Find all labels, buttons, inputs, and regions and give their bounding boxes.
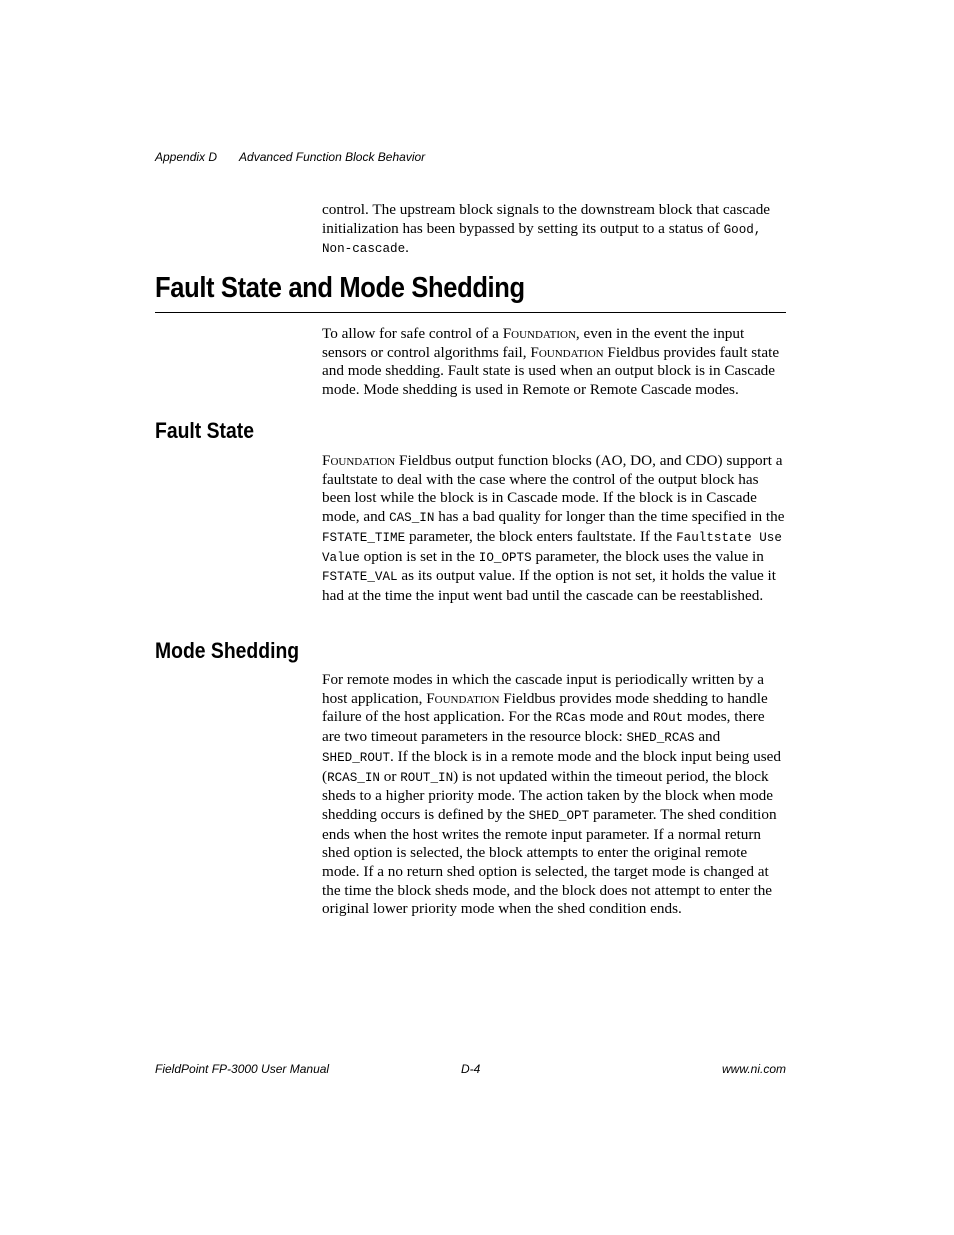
appendix-label: Appendix D [155,150,218,164]
text: and [694,728,721,746]
text: To allow for safe control of a [322,325,503,342]
intro-paragraph [322,201,786,259]
text: Fieldbus provides fault state and mode shedding. Fault state is used when an output block is in Cascade mode. Mode shedding is used in Remote or Remote Cascade modes. [322,343,780,399]
text: For remote modes in which the cascade input is periodically written by a host application, [322,671,765,707]
subheading-mode-shedding: Mode Shedding [155,638,300,663]
trademark-term: Foundation [502,325,576,342]
code-term: SHED_RCAS [626,731,695,746]
code-term: ROUT_IN [400,770,454,785]
footer-manual-title: FieldPoint FP-3000 User Manual [155,1062,330,1076]
text: ) is not updated within the timeout period, the block sheds to a higher priority mode. The action taken by the block when mode shedding occurs is defined by the [322,767,774,823]
subheading-fault-state: Fault State [155,418,254,443]
mode-shedding-paragraph [322,671,786,919]
code-term: Faultstate Use Value [322,530,782,565]
fault-state-paragraph [322,452,786,606]
footer-url: www.ni.com [721,1062,786,1076]
text: . [405,239,409,257]
heading-rule [155,312,786,313]
code-term: CAS_IN [389,511,435,526]
text: mode and [585,708,653,726]
text: Fieldbus provides mode shedding to handle failure of the host application. For the [322,689,768,726]
text: . If the block is in a remote mode and the block input being used ( [322,747,782,785]
trademark-term: Foundation [530,343,604,361]
text: option is set in the [359,547,479,565]
code-term: SHED_ROUT [322,750,391,765]
code-term: RCas [555,711,586,726]
code-term: IO_OPTS [478,550,532,565]
section-heading-fault-state-mode-shedding: Fault State and Mode Shedding [155,272,525,304]
text: control. The upstream block signals to the downstream block that cascade initialization has been bypassed by setting its output to a status of [322,201,771,237]
text: or [379,767,401,785]
trademark-term: Foundation [426,689,500,707]
running-header [155,150,425,164]
code-term: Good, Non-cascade [322,222,762,257]
code-term: RCAS_IN [327,770,380,785]
text: as its output value. If the option is not set, it holds the value it had at the time the input went bad until the cascade can be reestablished. [322,567,776,604]
text: modes, there are two timeout parameters in the resource block: [322,708,765,746]
code-term: FSTATE_TIME [322,530,406,545]
text: parameter. The shed condition ends when the host writes the remote input parameter. If a normal return shed option is selected, the block attempts to enter the original remote mode. If a no return shed option is selected, the target mode is changed at the time the block sheds mode, and the block does not attempt to enter the original lower priority mode when the shed condition ends. [322,805,777,918]
text: Fieldbus output function blocks (AO, DO, and CDO) support a faultstate to deal with the case where the control of the output block has been lost while the block is in Cascade mode. If the block is in Cascade mode, and [322,452,783,526]
text: , even in the event the input sensors or control algorithms fail, [322,325,745,361]
code-term: ROut [652,711,684,726]
footer-page-number: D-4 [461,1062,481,1076]
trademark-term: Foundation [322,452,396,469]
code-term: SHED_OPT [528,808,590,823]
chapter-title: Advanced Function Block Behavior [239,150,426,164]
code-term: FSTATE_VAL [322,570,398,585]
fsms-paragraph [322,325,786,400]
text: parameter, the block uses the value in [531,547,764,565]
text: has a bad quality for longer than the time specified in the [434,508,785,526]
text: parameter, the block enters faultstate. If the [405,527,677,545]
